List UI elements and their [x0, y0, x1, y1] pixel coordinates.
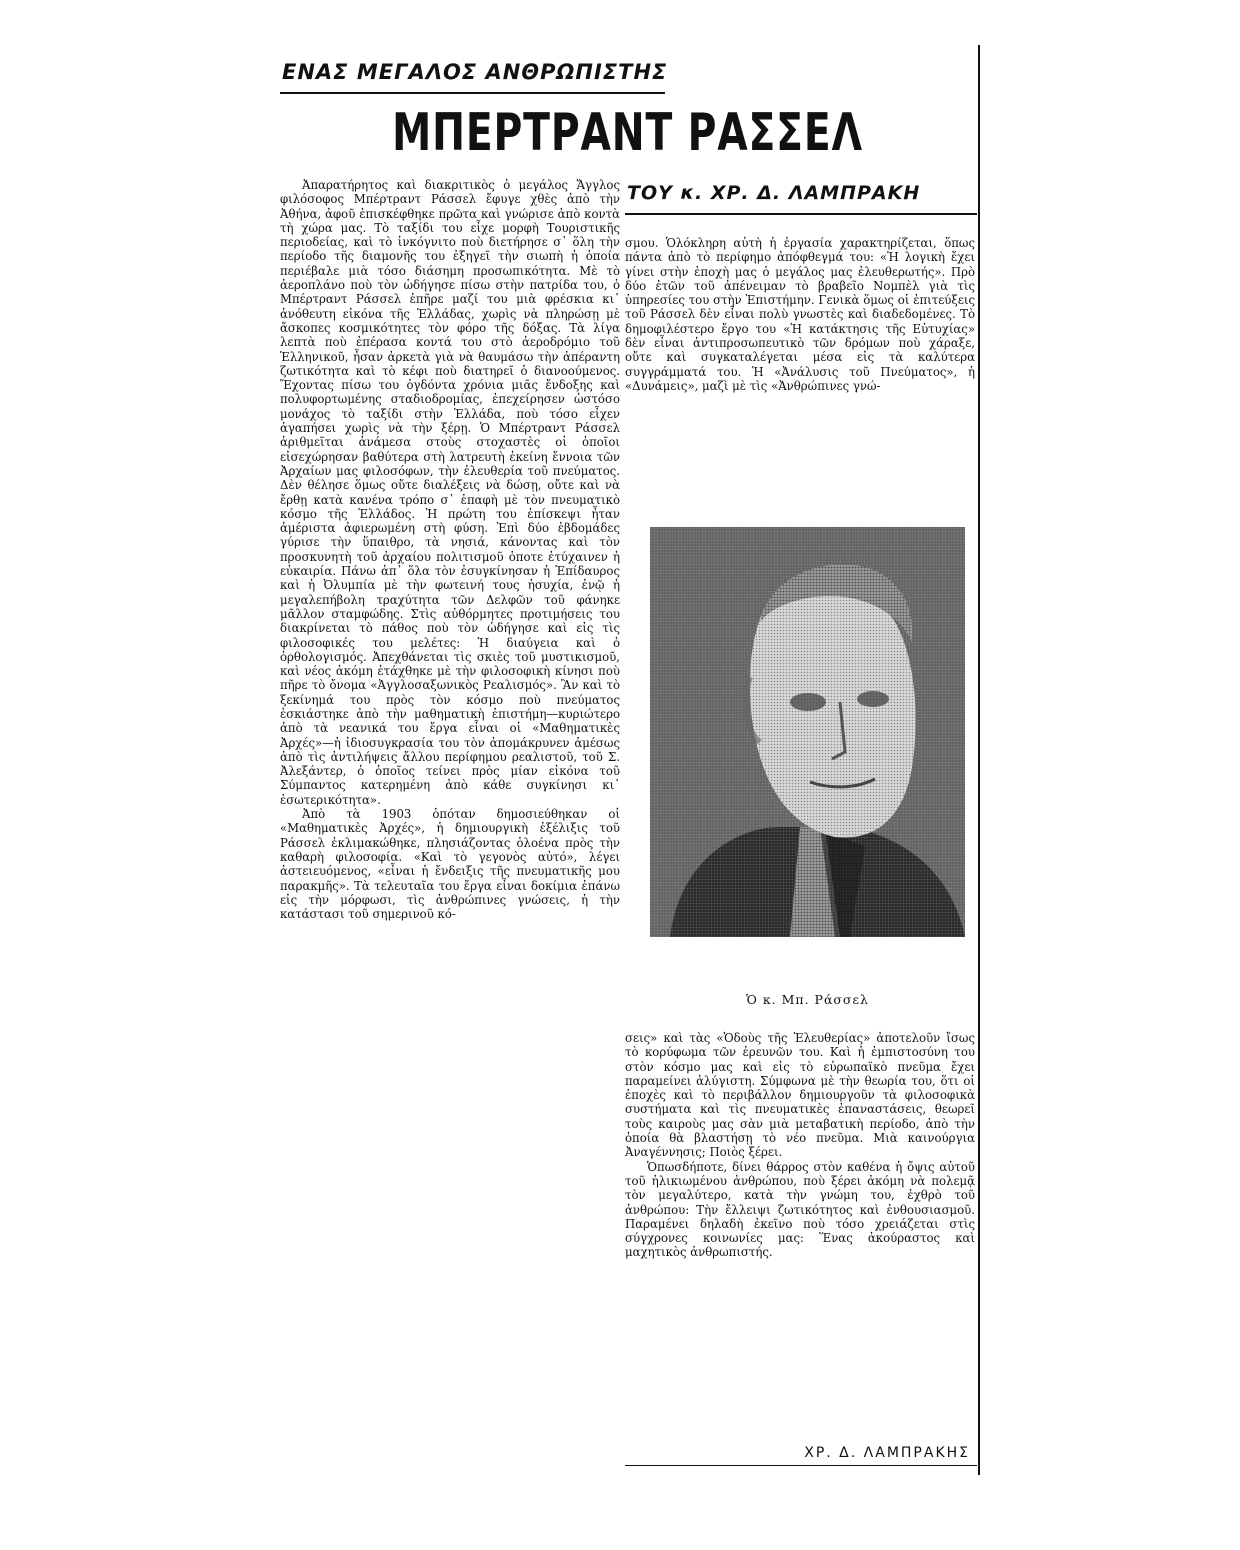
article-paragraph: Ἀπὸ τὰ 1903 ὁπόταν δημοσιεύθηκαν οἱ «Μαθηματικὲς Ἀρχές», ἡ δημιουργικὴ ἐξέλιξις τοῦ Ράσσελ ἐκλιμακώθηκε, πλησιάζοντας ὁλοένα πρὸς τὴν καθαρὴ φιλοσοφία. «Καὶ τὸ γεγονὸς αὐτό», λέγει ἀστειευόμενος, «εἶναι ἡ ἔνδειξις τῆς πνευματικῆς μου παρακμῆς». Τὰ τελευταῖα του ἔργα εἶναι δοκίμια ἐπάνω εἰς τὴν μόρφωσι, τὶς ἀνθρώπινες γνώσεις, ἡ τὴν κατάστασι τοῦ σημερινοῦ κό-: [280, 807, 620, 922]
article-column-left: [280, 178, 620, 1513]
kicker-title: ΕΝΑΣ ΜΕΓΑΛΟΣ ΑΝΘΡΩΠΙΣΤΗΣ: [282, 60, 668, 84]
portrait-photo: [650, 527, 965, 937]
article-paragraph: Ἀπαρατήρητος καὶ διακριτικὸς ὁ μεγάλος Ἄγγλος φιλόσοφος Μπέρτραντ Ράσσελ ἔφυγε χθὲς ἀπὸ τὴν Ἀθήνα, ἀφοῦ ἐπισκέφθηκε πρῶτα καὶ γνώρισε ἀπὸ κοντὰ τὴ χώρα μας. Τὸ ταξίδι του εἶχε μορφὴ Τουριστικῆς περιοδείας, καὶ τὸ ἰνκόγνιτο ποὺ διετήρησε σ᾽ ὅλη τὴν περίοδο τῆς διαμονῆς του ἐξηγεῖ τὴν σιωπὴ ἡ ὁποία περιέβαλε μιὰ τόσο διάσημη προσωπικότητα. Μὲ τὸ ἀεροπλάνο ποὺ τὸν ὡδήγησε πίσω στὴν πατρίδα του, ὁ Μπέρτραντ Ράσσελ ἐπῆρε μαζί του μιὰ φρέσκια κι᾽ ἀνόθευτη εἰκόνα τῆς Ἑλλάδας, χωρὶς νὰ πληρώσῃ μὲ ἄσκοπες κοσμικότητες τὸν φόρο τῆς δόξας. Τὰ λίγα λεπτὰ ποὺ ἐπέρασα κοντά του στὸ ἀεροδρόμιο τοῦ Ἑλληνικοῦ, ἦσαν ἀρκετὰ γιὰ νὰ θαυμάσω τὴν ἀπέραντη ζωτικότητα καὶ τὸ κέφι ποὺ διατηρεῖ ὁ διανοούμενος. Ἔχοντας πίσω του ὀγδόντα χρόνια μιᾶς ἔνδοξης καὶ πολυφορτωμένης σταδιοδρομίας, ἐπεχείρησεν ὡστόσο μονάχος τὸ ταξίδι στὴν Ἑλλάδα, ποὺ τόσο εἶχεν ἀγαπήσει χωρὶς νὰ τὴν ξέρῃ. Ὁ Μπέρτραντ Ράσσελ ἀριθμεῖται ἀνάμεσα στοὺς στοχαστὲς οἱ ὁποῖοι εἰσεχώρησαν βαθύτερα στὴ λατρευτὴ ἐκείνη ἔννοια τῶν Ἀρχαίων μας φιλοσόφων, τὴν ἐλευθερία τοῦ πνεύματος. Δὲν θέλησε ὅμως οὔτε διαλέξεις νὰ δώσῃ, οὔτε καὶ νὰ ἔρθῃ κατὰ κανένα τρόπο σ᾽ ἐπαφὴ μὲ τὸν πνευματικὸ κόσμο τῆς Ἑλλάδος. Ἡ πρώτη του ἐπίσκεψι ἦταν ἀμέριστα ἀφιερωμένη στὴ φύση. Ἐπὶ δύο ἑβδομάδες γύρισε τὴν ὕπαιθρο, τὰ νησιά, κάνοντας καὶ τὸν προσκυνητὴ τοῦ ἀρχαίου πολιτισμοῦ ὁποτε ἐτύχαινεν ἡ εὐκαιρία. Πάνω ἀπ᾽ ὅλα τὸν ἐσυγκίνησαν ἡ Ἐπίδαυρος καὶ ἡ Ὀλυμπία μὲ τὴν φωτεινή τους ἡσυχία, ἐνῷ ἡ μεγαλεπήβολη τραχύτητα τῶν Δελφῶν τοῦ φάνηκε μᾶλλον σταμφώδης. Στὶς αὐθόρμητες προτιμήσεις του διακρίνεται τὸ πάθος ποὺ τὸν ὡδήγησε καὶ εἰς τὶς φιλοσοφικές του μελέτες: Ἡ διαύγεια καὶ ὁ ὀρθολογισμός. Ἀπεχθάνεται τὶς σκιὲς τοῦ μυστικισμοῦ, καὶ νέος ἀκόμη ἐτάχθηκε μὲ τὴν φιλοσοφικὴ κίνησι ποὺ πῆρε τὸ ὄνομα «Ἀγγλοσαξωνικὸς Ρεαλισμός». Ἂν καὶ τὸ ξεκίνημά του πρὸς τὸν κόσμο ποὺ πνεύματος ἐσκιάστηκε ἀπὸ τὴν μαθηματικὴ ἐπιστήμη—κυριώτερο ἀπὸ τὰ νεανικά του ἔργα εἶναι οἱ «Μαθηματικὲς Ἀρχές»—ἡ ἰδιοσυγκρασία του τὸν ἀπομάκρυνεν ἀμέσως ἀπὸ τὶς ἀντιλήψεις ἄλλου περίφημου ρεαλιστοῦ, τοῦ Σ. Ἀλεξάντερ, ὁ ὁποῖος τείνει πρὸς μίαν εἰκόνα τοῦ Σύμπαντος κατερημένη ἀπὸ κάθε συγκίνησι κι᾽ ἐσωτερικότητα».: [280, 178, 620, 807]
article-paragraph: σμου. Ὁλόκληρη αὐτὴ ἡ ἐργασία χαρακτηρίζεται, ὅπως πάντα ἀπὸ τὸ περίφημο ἀπόφθεγμά του: «Ἡ λογικὴ ἔχει γίνει στὴν ἐποχὴ μας ὁ μεγάλος μας ἐλευθερωτής». Πρὸ δύο ἐτῶν τοῦ ἀπένειμαν τὸ βραβεῖο Νομπὲλ γιὰ τὶς ὑπηρεσίες του στὴν Ἐπιστήμην. Γενικὰ ὅμως οἱ ἐπιτεύξεις τοῦ Ράσσελ δὲν εἶναι πολὺ γνωστὲς καὶ διαδεδομένες. Τὸ δημοφιλέστερο ἔργο του «Ἡ κατάκτησις τῆς Εὐτυχίας» δὲν εἶναι ἀντιπροσωπευτικὸ τῶν δρόμων ποὺ χάραξε, οὔτε καὶ συγκαταλέγεται μέσα εἰς τὰ καλύτερα συγγράμματά του. Ἡ «Ἀνάλυσις τοῦ Πνεύματος», ἡ «Δυνάμεις», μαζὶ μὲ τὶς «Ἀνθρώπινες γνώ-: [625, 236, 975, 393]
byline-underline: [625, 213, 977, 215]
signature-underline: [625, 1465, 977, 1466]
article-paragraph: Ὁπωσδήποτε, δίνει θάρρος στὸν καθένα ἡ ὄψις αὐτοῦ τοῦ ἡλικιωμένου ἀνθρώπου, ποὺ ξέρει ἀκόμη νὰ πολεμᾷ τὸν μεγαλύτερο, κατὰ τὴν γνώμη του, ἐχθρὸ τοῦ ἀνθρώπου: Τὴν ἔλλειψι ζωτικότητος καὶ ἐνθουσιασμοῦ. Παραμένει δηλαδὴ ἐκεῖνο ποὺ τόσο χρειάζεται στὶς σύγχρονες κοινωνίες μας: Ἕνας ἀκούραστος καὶ μαχητικὸς ἀνθρωπιστής.: [625, 1159, 975, 1260]
newspaper-clipping: [270, 45, 985, 1475]
author-signature: ΧΡ. Δ. ΛΑΜΠΡΑΚΗΣ: [804, 1445, 970, 1461]
byline: ΤΟΥ κ. ΧΡ. Δ. ΛΑΜΠΡΑΚΗ: [627, 182, 921, 204]
article-column-right-top: [625, 236, 975, 554]
article-paragraph: σεις» καὶ τὰς «Ὁδοὺς τῆς Ἐλευθερίας» ἀποτελοῦν ἴσως τὸ κορύφωμα τῶν ἐρευνῶν του. Καὶ ἡ ἐμπιστοσύνη του στὸν κόσμο μας καὶ εἰς τὸ εὐρωπαϊκὸ πνεῦμα ἔχει παραμείνει ἀλύγιστη. Σύμφωνα μὲ τὴν θεωρία του, ὅτι οἱ ἐποχὲς καὶ τὸ περιβάλλον δημιουργοῦν τὰ φιλοσοφικὰ συστήματα καὶ τὶς πνευματικὲς ἐπαναστάσεις, θεωρεῖ τοὺς καιροὺς μας σὰν μιὰ μεταβατικὴ περίοδο, ἀπὸ τὴν ὁποία θὰ βλαστήσῃ τὸ νέο πνεῦμα. Μιὰ καινούργια Ἀναγέννησις; Ποιὸς ξέρει.: [625, 1031, 975, 1160]
column-rule-right: [978, 45, 980, 1475]
headline: ΜΠΕΡΤΡΑΝΤ ΡΑΣΣΕΛ: [392, 103, 863, 163]
article-column-right-bottom: [625, 1031, 975, 1441]
kicker-underline: [280, 92, 665, 94]
photo-caption: Ὁ κ. Μπ. Ράσσελ: [746, 992, 869, 1007]
